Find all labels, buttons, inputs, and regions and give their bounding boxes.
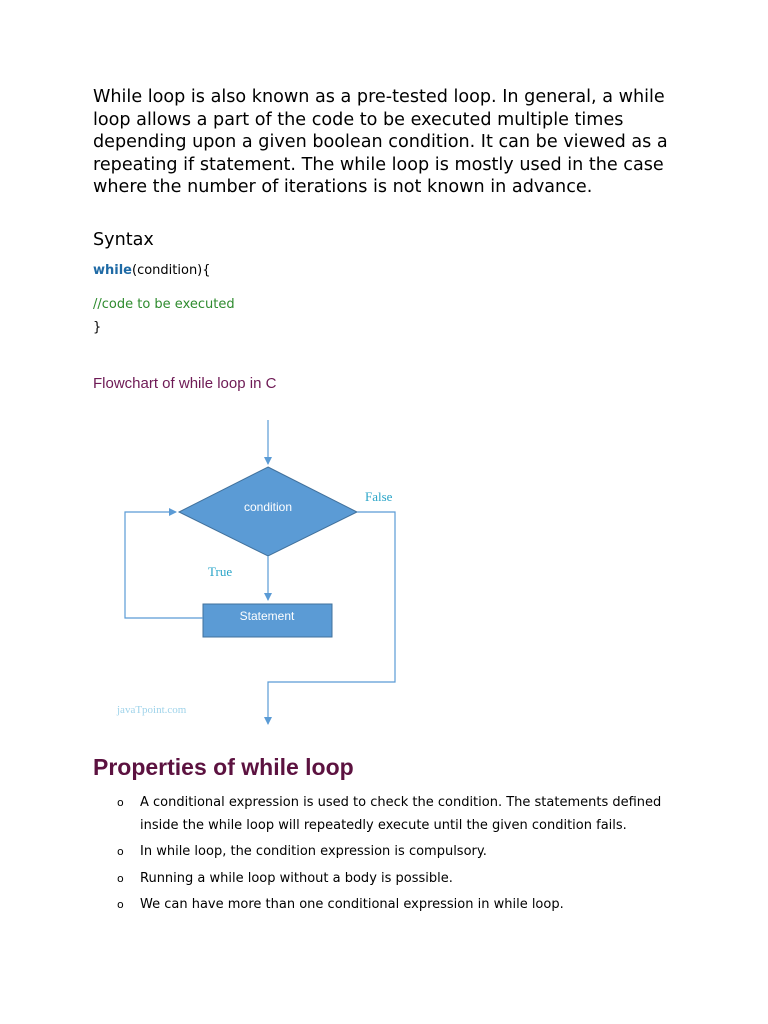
bullet-icon: o [117, 845, 124, 858]
list-item [117, 868, 677, 891]
true-label: True [208, 564, 233, 579]
false-label: False [365, 489, 393, 504]
syntax-heading: Syntax [93, 230, 154, 250]
code-close-brace: } [93, 320, 102, 335]
statement-label: Statement [239, 609, 295, 623]
condition-label: condition [243, 500, 293, 514]
while-loop-flowchart [0, 410, 768, 740]
code-comment: //code to be executed [93, 297, 235, 312]
properties-heading: Properties of while loop [93, 754, 354, 780]
intro-paragraph: While loop is also known as a pre-tested loop. In general, a while loop allows a part of the code to be executed multiple times depending upon a given boolean condition. It can be viewed as a repeating if statement. The while loop is mostly used in the case where the number of iterations is not known in advance. [93, 87, 668, 197]
flowchart-title: Flowchart of while loop in C [93, 375, 277, 392]
list-item-text: Running a while loop without a body is possible. [140, 870, 453, 886]
code-keyword: while [93, 263, 132, 278]
list-item [117, 841, 677, 864]
bullet-icon: o [117, 796, 124, 809]
code-line-while [93, 263, 211, 278]
watermark-text: javaTpoint.com [117, 704, 187, 716]
list-item [117, 792, 677, 837]
properties-list [117, 792, 677, 921]
loop-back-arrow [125, 512, 203, 618]
list-item-text: We can have more than one conditional expression in while loop. [140, 897, 564, 912]
bullet-icon: o [117, 898, 124, 911]
list-item-text: A conditional expression is used to check the condition. The statements defined inside the while loop will repeatedly execute until the given condition fails. [140, 795, 662, 833]
list-item-text: In while loop, the condition expression is compulsory. [140, 844, 487, 859]
code-condition: (condition){ [132, 263, 211, 278]
list-item [117, 894, 677, 917]
bullet-icon: o [117, 871, 124, 885]
